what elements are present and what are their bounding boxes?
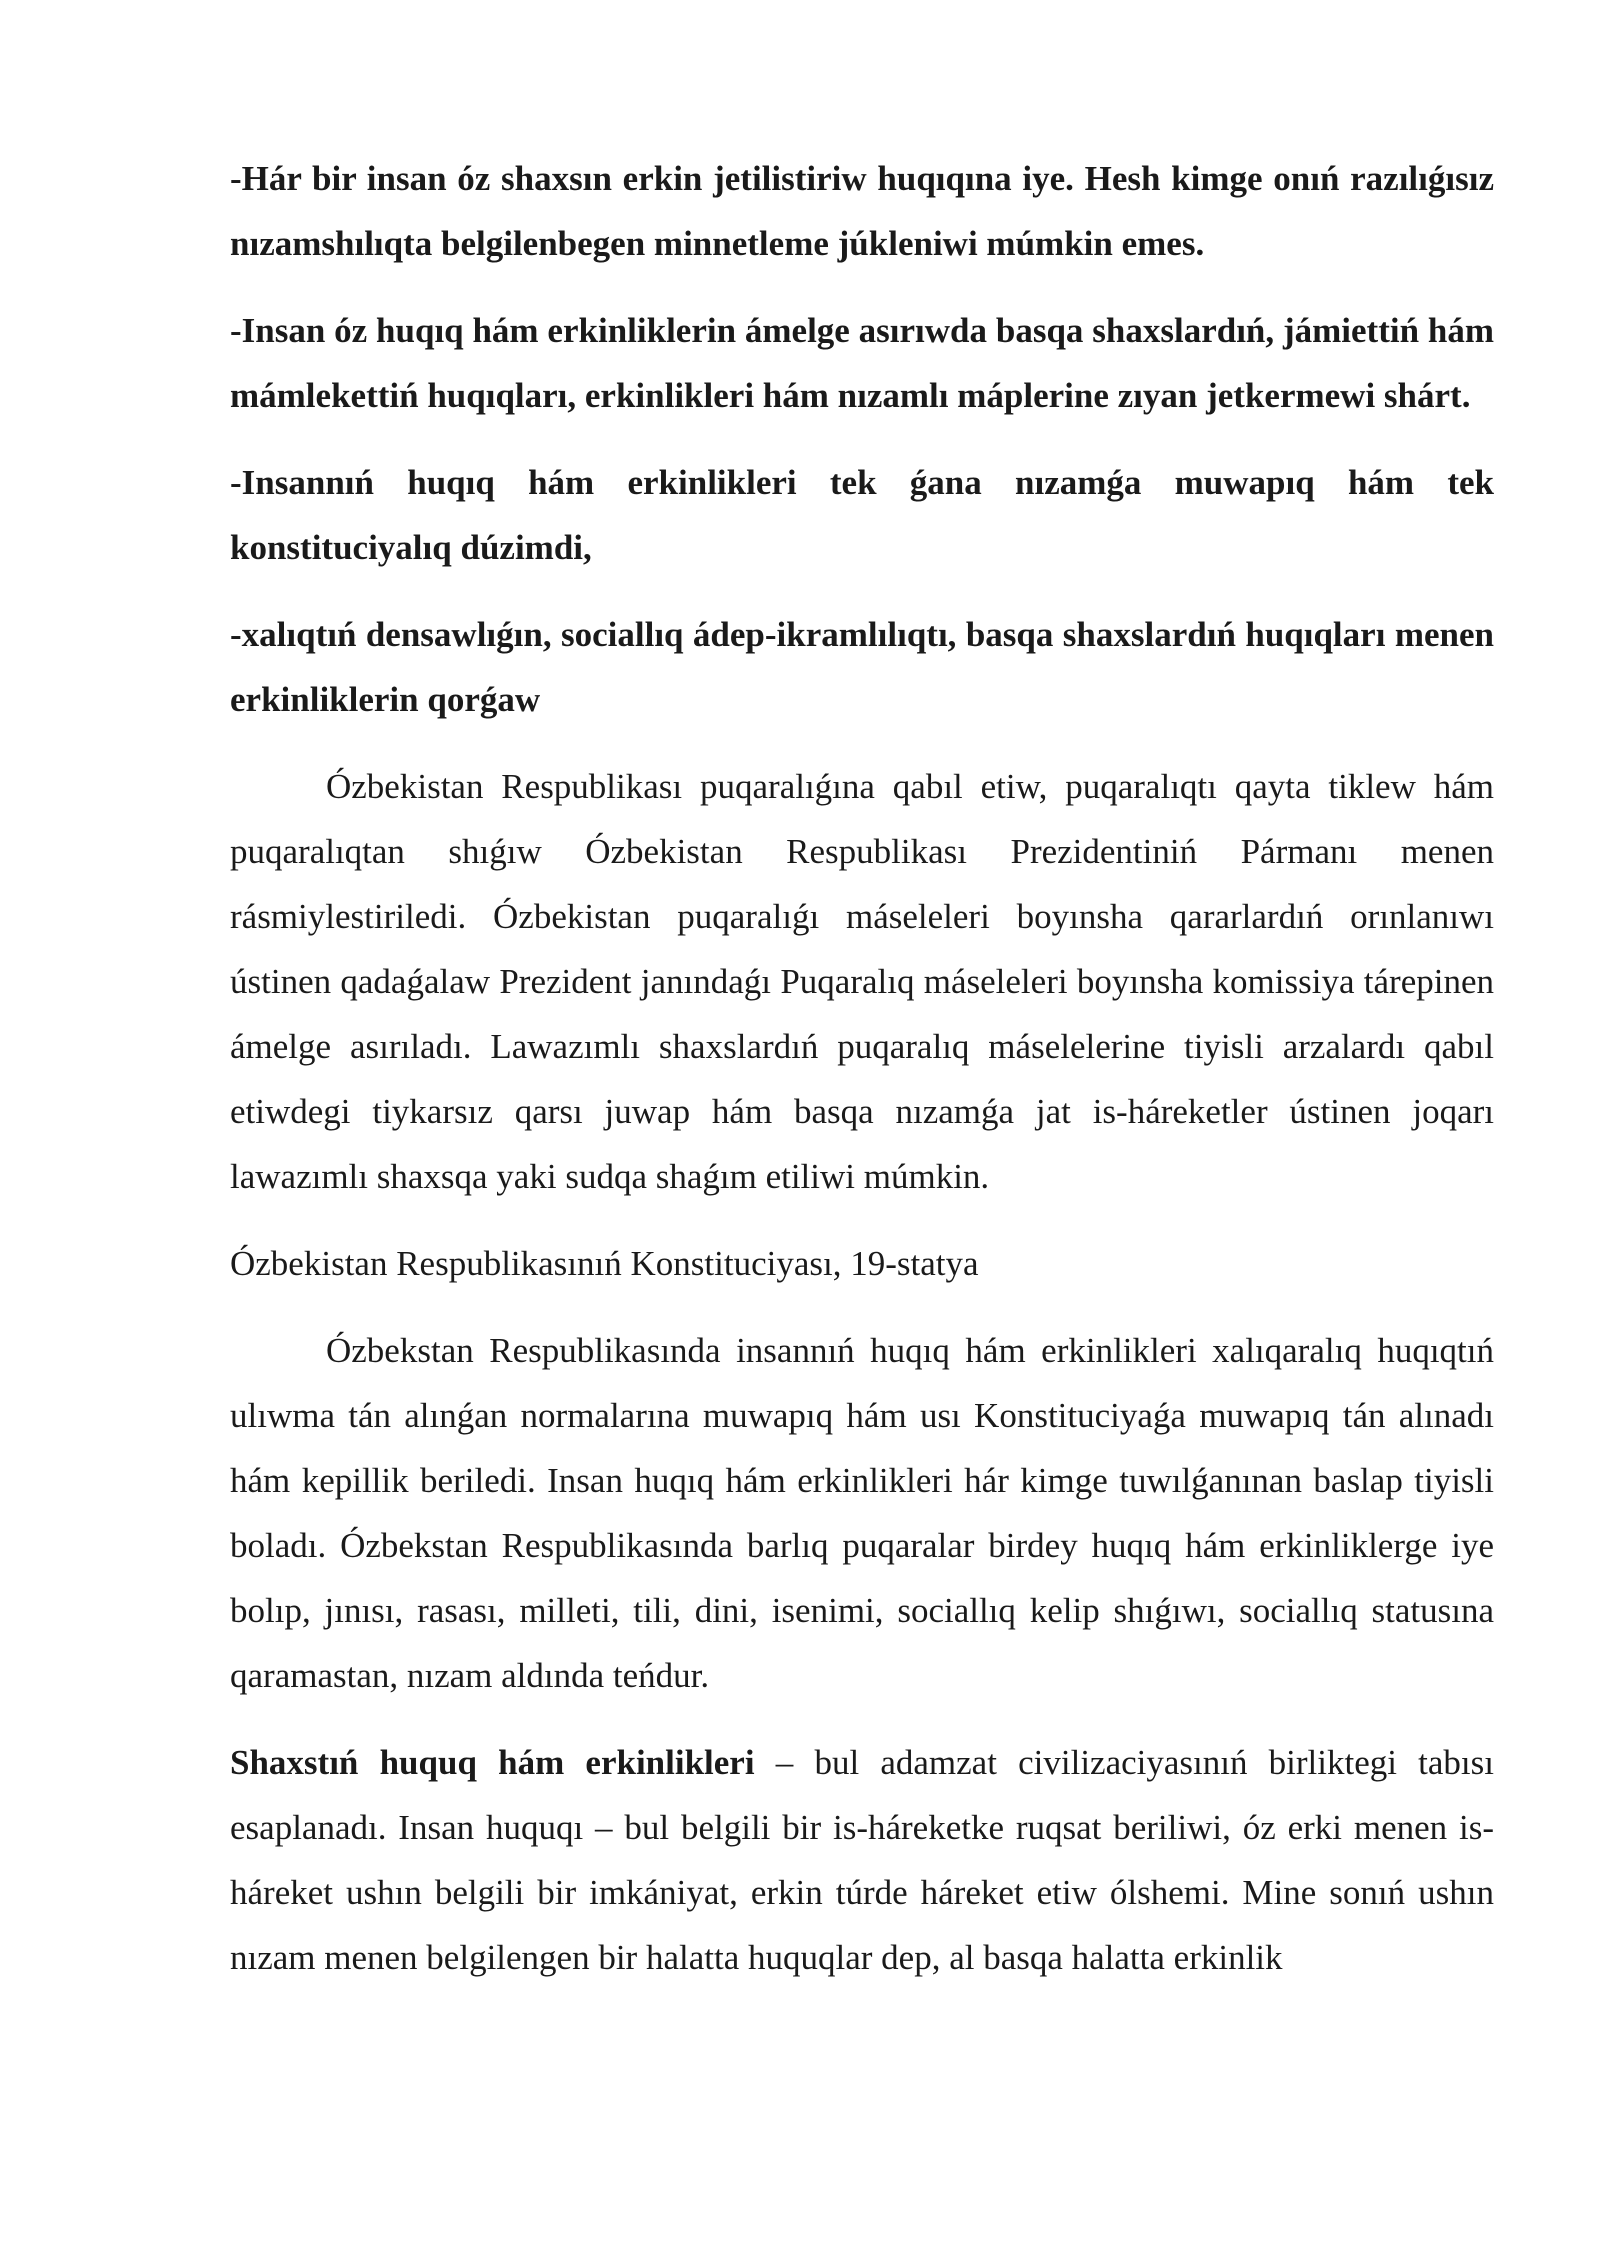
paragraph-bold-3: -Insannıń huqıq hám erkinlikleri tek ǵana nızamǵa muwapıq hám tek konstituciyalıq dúzimdi, [230,463,1494,567]
paragraph-bold-2: -Insan óz huqıq hám erkinliklerin ámelge asırıwda basqa shaxslardıń, jámiettiń hám mámlekettiń huqıqları, erkinlikleri hám nızamlı máplerine zıyan jetkermewi shárt. [230,311,1494,415]
paragraph-bold-4: -xalıqtıń densawlıǵın, sociallıq ádep-ikramlılıqtı, basqa shaxslardıń huqıqları menen erkinliklerin qorǵaw [230,615,1494,719]
paragraph-rights-recognition: Ózbekstan Respublikasında insannıń huqıq hám erkinlikleri xalıqaralıq huqıqtıń ulıwma tán alınǵan normalarına muwapıq hám usı Konstituciyaǵa muwapıq tán alınadı hám kepillik beriledi. Insan huqıq hám erkinlikleri hár kimge tuwılǵanınan baslap tiyisli boladı. Ózbekstan Respublikasında barlıq puqaralar birdey huqıq hám erkinliklerge iye bolıp, jınısı, rasası, milleti, tili, dini, isenimi, sociallıq kelip shıǵıwı, sociallıq statusına qaramastan, nızam aldında teńdur. [230,1331,1494,1695]
paragraph-citizenship: Ózbekistan Respublikası puqaralıǵına qabıl etiw, puqaralıqtı qayta tiklew hám puqaralıqtan shıǵıw Ózbekistan Respublikası Prezidentiniń Pármanı menen rásmiylestiriledi. Ózbekistan puqaralıǵı máseleleri boyınsha qararlardıń orınlanıwı ústinen qadaǵalaw Prezident janındaǵı Puqaralıq máseleleri boyınsha komissiya tárepinen ámelge asırıladı. Lawazımlı shaxslardıń puqaralıq máselelerine tiyisli arzalardı qabıl etiwdegi tiykarsız qarsı juwap hám basqa nızamǵa jat is-háreketler ústinen joqarı lawazımlı shaxsqa yaki sudqa shaǵım etiliwi múmkin. [230,767,1494,1196]
paragraph-rights-definition [230,1730,1494,1990]
rights-definition-text: – bul adamzat civilizaciyasınıń birliktegi tabısı esaplanadı. Insan huquqı – bul belgili bir is-háreketke ruqsat beriliwi, óz erki menen is-háreket ushın belgili bir imkániyat, erkin túrde háreket etiw ólshemi. Mine sonıń ushın nızam menen belgilengen bir halatta huquqlar dep, al basqa halatta erkinlik [230,1743,1494,1977]
document-page [230,146,1494,1990]
paragraph-bold-1: -Hár bir insan óz shaxsın erkin jetilistiriw huqıqına iye. Hesh kimge onıń razılıǵısız nızamshılıqta belgilenbegen minnetleme júkleniwi múmkin emes. [230,159,1494,263]
rights-term: Shaxstıń huquq hám erkinlikleri [230,1743,755,1782]
paragraph-constitution-reference: Ózbekistan Respublikasınıń Konstituciyası, 19-statya [230,1244,979,1283]
